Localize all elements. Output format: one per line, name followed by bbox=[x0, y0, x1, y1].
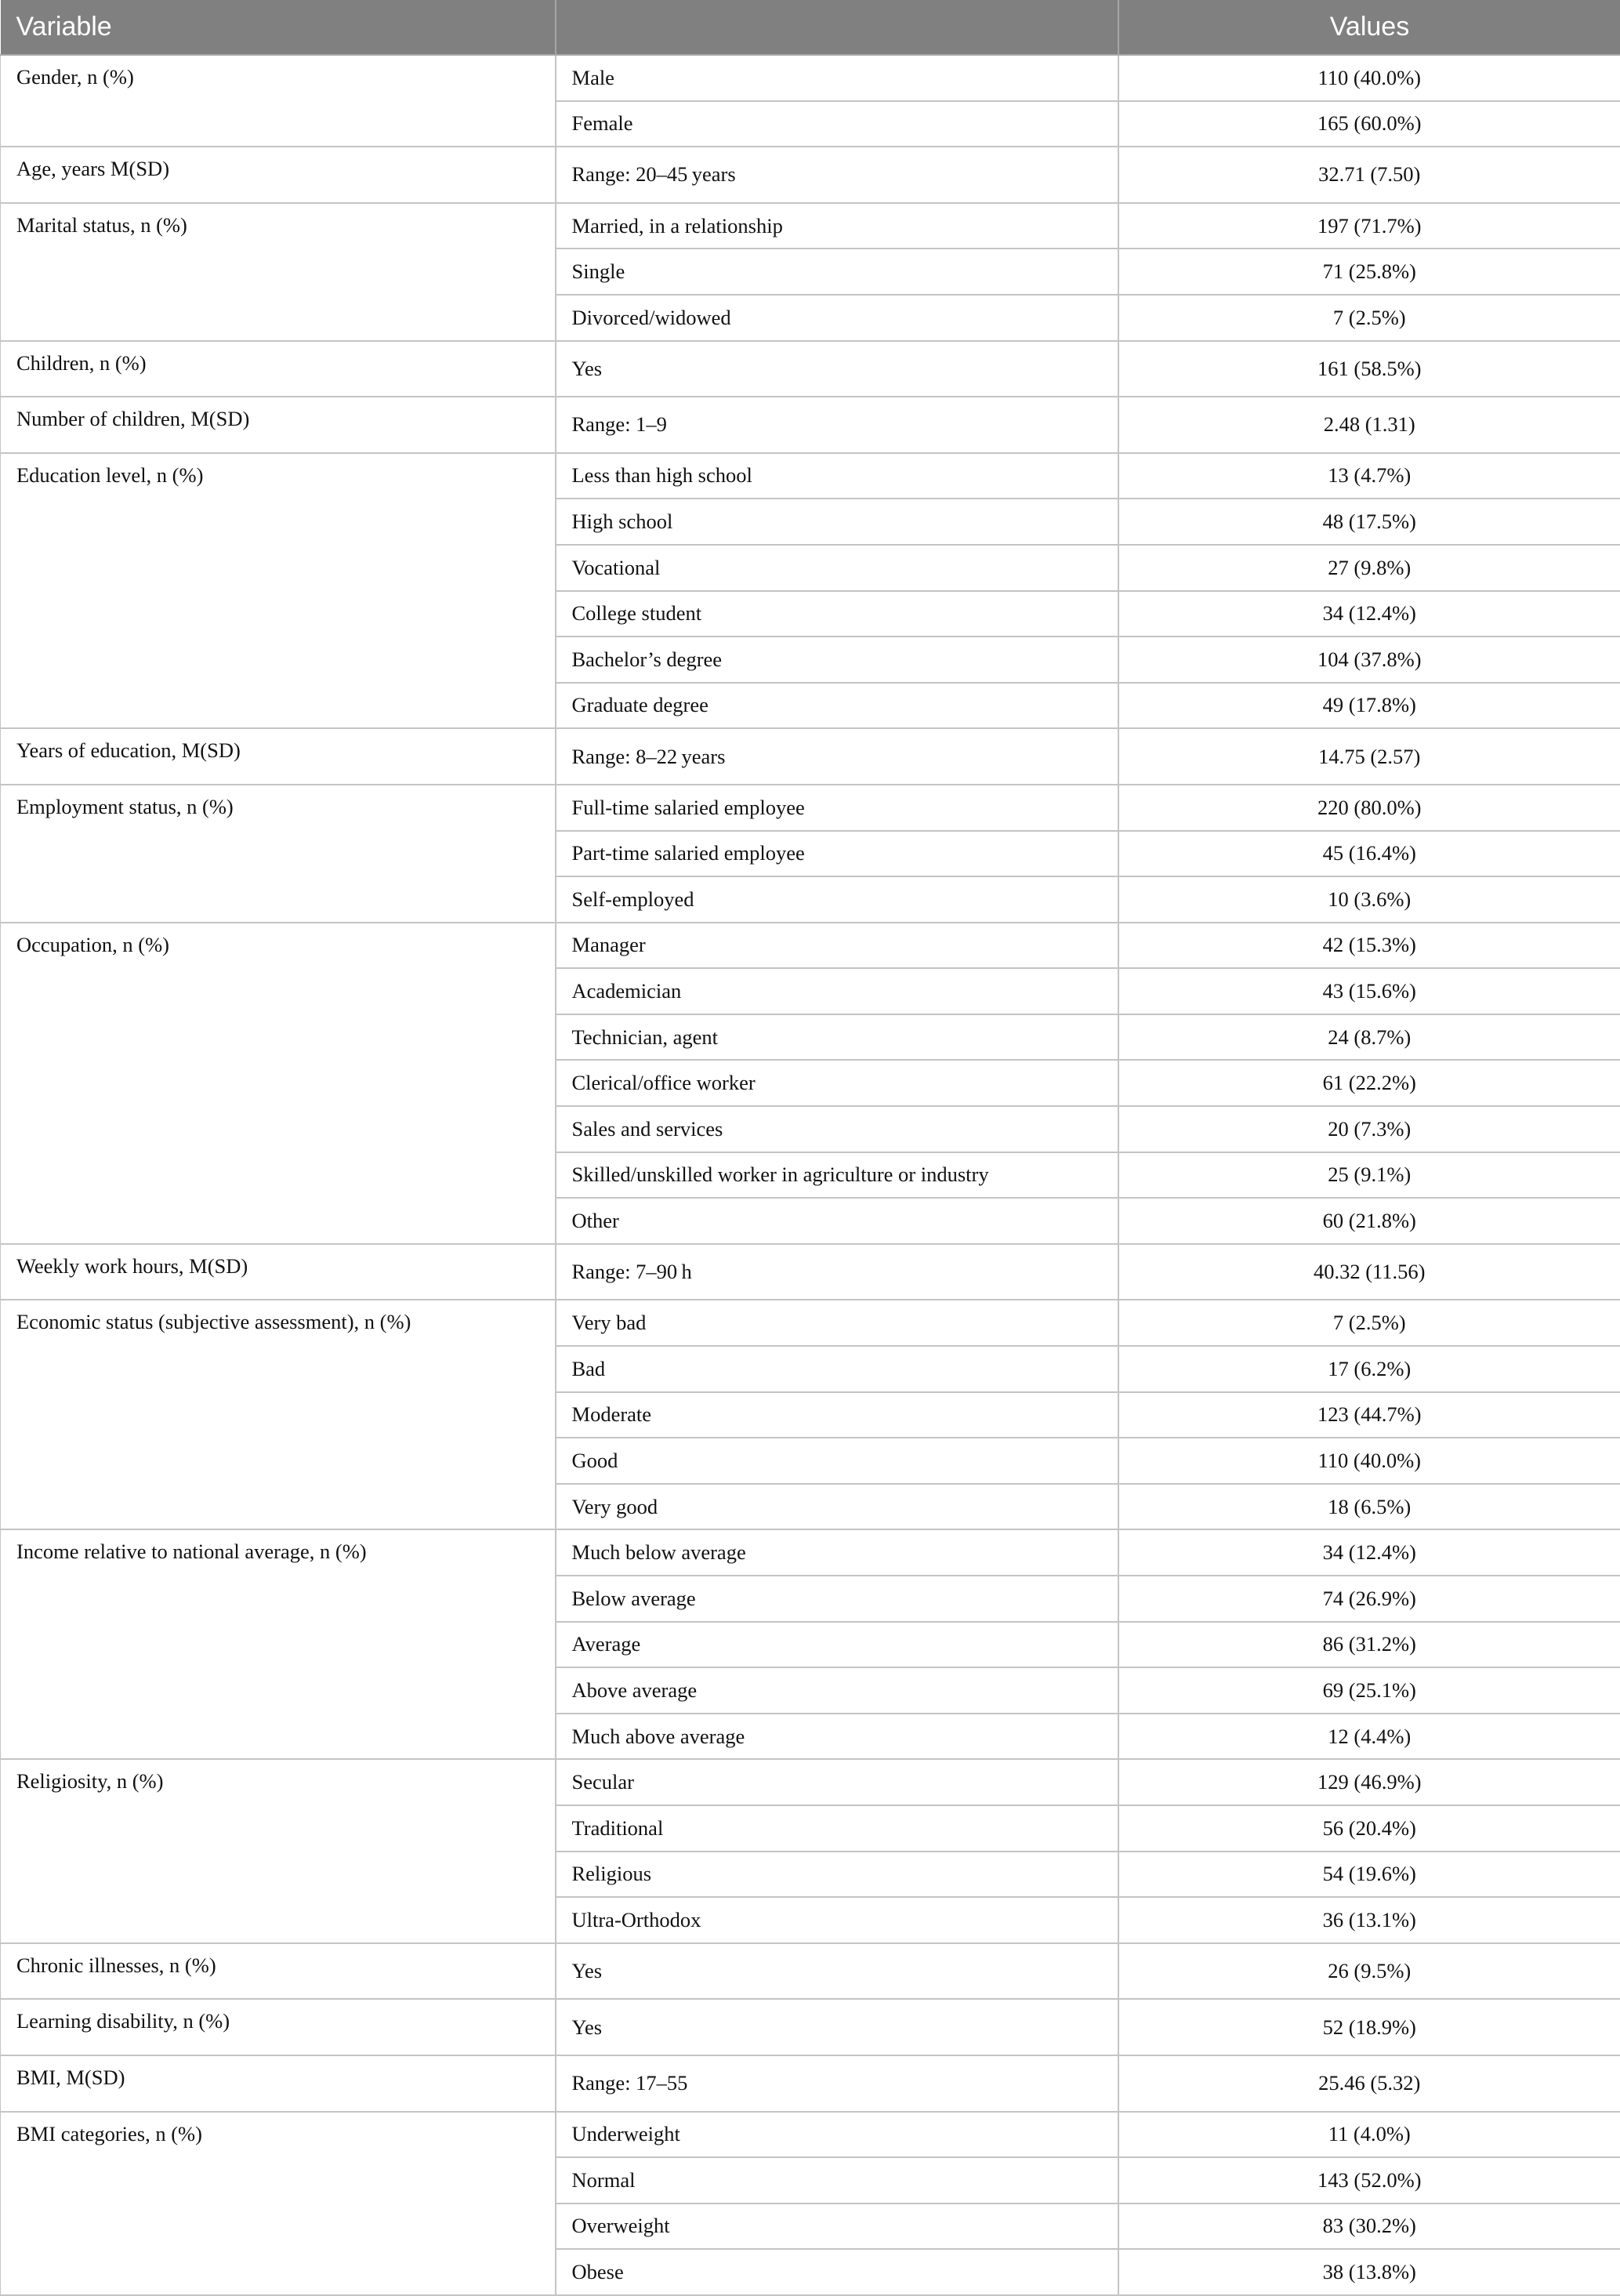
value-cell: 143 (52.0%) bbox=[1118, 2157, 1620, 2204]
category-cell: Manager bbox=[556, 923, 1118, 969]
variable-cell: Weekly work hours, M(SD) bbox=[1, 1244, 556, 1300]
table-row bbox=[1, 785, 1620, 831]
category-cell: Married, in a relationship bbox=[556, 203, 1118, 249]
category-cell: Very good bbox=[556, 1484, 1118, 1530]
category-cell: Part-time salaried employee bbox=[556, 831, 1118, 877]
category-cell: Skilled/unskilled worker in agriculture or industry bbox=[556, 1152, 1118, 1199]
category-cell: Underweight bbox=[556, 2112, 1118, 2158]
category-cell: Range: 1–9 bbox=[556, 397, 1118, 453]
value-cell: 52 (18.9%) bbox=[1118, 1999, 1620, 2055]
category-cell: Sales and services bbox=[556, 1106, 1118, 1152]
table-row bbox=[1, 147, 1620, 203]
category-cell: Good bbox=[556, 1438, 1118, 1484]
variable-cell: Marital status, n (%) bbox=[1, 203, 556, 341]
table-row bbox=[1, 1759, 1620, 1805]
table-row bbox=[1, 453, 1620, 499]
category-cell: Moderate bbox=[556, 1392, 1118, 1438]
value-cell: 12 (4.4%) bbox=[1118, 1714, 1620, 1760]
value-cell: 74 (26.9%) bbox=[1118, 1576, 1620, 1622]
value-cell: 34 (12.4%) bbox=[1118, 591, 1620, 637]
value-cell: 49 (17.8%) bbox=[1118, 683, 1620, 729]
category-cell: Technician, agent bbox=[556, 1014, 1118, 1061]
value-cell: 2.48 (1.31) bbox=[1118, 397, 1620, 453]
value-cell: 20 (7.3%) bbox=[1118, 1106, 1620, 1152]
category-cell: Overweight bbox=[556, 2204, 1118, 2250]
category-cell: Bad bbox=[556, 1346, 1118, 1392]
variable-cell: Education level, n (%) bbox=[1, 453, 556, 729]
category-cell: Ultra-Orthodox bbox=[556, 1897, 1118, 1943]
value-cell: 17 (6.2%) bbox=[1118, 1346, 1620, 1392]
value-cell: 61 (22.2%) bbox=[1118, 1060, 1620, 1106]
category-cell: Self-employed bbox=[556, 876, 1118, 923]
value-cell: 86 (31.2%) bbox=[1118, 1622, 1620, 1668]
value-cell: 110 (40.0%) bbox=[1118, 55, 1620, 101]
value-cell: 197 (71.7%) bbox=[1118, 203, 1620, 249]
value-cell: 83 (30.2%) bbox=[1118, 2204, 1620, 2250]
value-cell: 43 (15.6%) bbox=[1118, 968, 1620, 1014]
value-cell: 13 (4.7%) bbox=[1118, 453, 1620, 499]
value-cell: 71 (25.8%) bbox=[1118, 248, 1620, 295]
value-cell: 25 (9.1%) bbox=[1118, 1152, 1620, 1199]
value-cell: 18 (6.5%) bbox=[1118, 1484, 1620, 1530]
table-row bbox=[1, 1244, 1620, 1300]
header-category bbox=[556, 0, 1118, 55]
value-cell: 25.46 (5.32) bbox=[1118, 2055, 1620, 2112]
variable-cell: Chronic illnesses, n (%) bbox=[1, 1943, 556, 2000]
category-cell: Much above average bbox=[556, 1714, 1118, 1760]
table-body bbox=[1, 55, 1620, 2295]
value-cell: 32.71 (7.50) bbox=[1118, 147, 1620, 203]
category-cell: Very bad bbox=[556, 1300, 1118, 1346]
category-cell: Above average bbox=[556, 1667, 1118, 1714]
table-row bbox=[1, 1529, 1620, 1576]
category-cell: Range: 8–22 years bbox=[556, 728, 1118, 785]
variable-cell: Children, n (%) bbox=[1, 341, 556, 397]
variable-cell: Learning disability, n (%) bbox=[1, 1999, 556, 2055]
value-cell: 11 (4.0%) bbox=[1118, 2112, 1620, 2158]
category-cell: Range: 17–55 bbox=[556, 2055, 1118, 2112]
table-row bbox=[1, 2112, 1620, 2158]
category-cell: Bachelor’s degree bbox=[556, 637, 1118, 683]
value-cell: 161 (58.5%) bbox=[1118, 341, 1620, 397]
variable-cell: Gender, n (%) bbox=[1, 55, 556, 147]
variable-cell: Age, years M(SD) bbox=[1, 147, 556, 203]
category-cell: Traditional bbox=[556, 1805, 1118, 1852]
value-cell: 48 (17.5%) bbox=[1118, 499, 1620, 545]
table-row bbox=[1, 1300, 1620, 1346]
value-cell: 7 (2.5%) bbox=[1118, 295, 1620, 341]
table-row bbox=[1, 1943, 1620, 2000]
value-cell: 220 (80.0%) bbox=[1118, 785, 1620, 831]
value-cell: 24 (8.7%) bbox=[1118, 1014, 1620, 1061]
category-cell: Other bbox=[556, 1198, 1118, 1244]
value-cell: 36 (13.1%) bbox=[1118, 1897, 1620, 1943]
table-row bbox=[1, 341, 1620, 397]
table-header bbox=[1, 0, 1620, 55]
category-cell: Graduate degree bbox=[556, 683, 1118, 729]
category-cell: College student bbox=[556, 591, 1118, 637]
category-cell: Divorced/widowed bbox=[556, 295, 1118, 341]
category-cell: Average bbox=[556, 1622, 1118, 1668]
header-values: Values bbox=[1118, 0, 1620, 55]
table-row bbox=[1, 397, 1620, 453]
value-cell: 165 (60.0%) bbox=[1118, 101, 1620, 147]
value-cell: 38 (13.8%) bbox=[1118, 2249, 1620, 2295]
value-cell: 60 (21.8%) bbox=[1118, 1198, 1620, 1244]
table-row bbox=[1, 2055, 1620, 2112]
table-row bbox=[1, 55, 1620, 101]
variable-cell: Income relative to national average, n (%) bbox=[1, 1529, 556, 1759]
variable-cell: Religiosity, n (%) bbox=[1, 1759, 556, 1942]
table-row bbox=[1, 923, 1620, 969]
table-row bbox=[1, 728, 1620, 785]
variable-cell: Number of children, M(SD) bbox=[1, 397, 556, 453]
value-cell: 123 (44.7%) bbox=[1118, 1392, 1620, 1438]
category-cell: Much below average bbox=[556, 1529, 1118, 1576]
variable-cell: Occupation, n (%) bbox=[1, 923, 556, 1244]
value-cell: 40.32 (11.56) bbox=[1118, 1244, 1620, 1300]
category-cell: Female bbox=[556, 101, 1118, 147]
variable-cell: BMI, M(SD) bbox=[1, 2055, 556, 2112]
variable-cell: Employment status, n (%) bbox=[1, 785, 556, 923]
category-cell: Single bbox=[556, 248, 1118, 295]
value-cell: 54 (19.6%) bbox=[1118, 1852, 1620, 1898]
category-cell: Secular bbox=[556, 1759, 1118, 1805]
category-cell: Vocational bbox=[556, 545, 1118, 591]
category-cell: Full-time salaried employee bbox=[556, 785, 1118, 831]
value-cell: 45 (16.4%) bbox=[1118, 831, 1620, 877]
header-variable: Variable bbox=[1, 0, 556, 55]
category-cell: Yes bbox=[556, 341, 1118, 397]
value-cell: 104 (37.8%) bbox=[1118, 637, 1620, 683]
value-cell: 7 (2.5%) bbox=[1118, 1300, 1620, 1346]
value-cell: 69 (25.1%) bbox=[1118, 1667, 1620, 1714]
value-cell: 110 (40.0%) bbox=[1118, 1438, 1620, 1484]
variable-cell: BMI categories, n (%) bbox=[1, 2112, 556, 2295]
value-cell: 27 (9.8%) bbox=[1118, 545, 1620, 591]
value-cell: 42 (15.3%) bbox=[1118, 923, 1620, 969]
category-cell: Range: 20–45 years bbox=[556, 147, 1118, 203]
value-cell: 10 (3.6%) bbox=[1118, 876, 1620, 923]
value-cell: 34 (12.4%) bbox=[1118, 1529, 1620, 1576]
category-cell: Obese bbox=[556, 2249, 1118, 2295]
category-cell: Below average bbox=[556, 1576, 1118, 1622]
category-cell: Religious bbox=[556, 1852, 1118, 1898]
value-cell: 14.75 (2.57) bbox=[1118, 728, 1620, 785]
table-row bbox=[1, 1999, 1620, 2055]
category-cell: Range: 7–90 h bbox=[556, 1244, 1118, 1300]
category-cell: Clerical/office worker bbox=[556, 1060, 1118, 1106]
header-row bbox=[1, 0, 1620, 55]
category-cell: Male bbox=[556, 55, 1118, 101]
value-cell: 129 (46.9%) bbox=[1118, 1759, 1620, 1805]
variable-cell: Years of education, M(SD) bbox=[1, 728, 556, 785]
category-cell: Normal bbox=[556, 2157, 1118, 2204]
category-cell: Less than high school bbox=[556, 453, 1118, 499]
variable-cell: Economic status (subjective assessment), n (%) bbox=[1, 1300, 556, 1529]
value-cell: 26 (9.5%) bbox=[1118, 1943, 1620, 2000]
category-cell: High school bbox=[556, 499, 1118, 545]
category-cell: Academician bbox=[556, 968, 1118, 1014]
table-row bbox=[1, 203, 1620, 249]
category-cell: Yes bbox=[556, 1943, 1118, 2000]
value-cell: 56 (20.4%) bbox=[1118, 1805, 1620, 1852]
category-cell: Yes bbox=[556, 1999, 1118, 2055]
